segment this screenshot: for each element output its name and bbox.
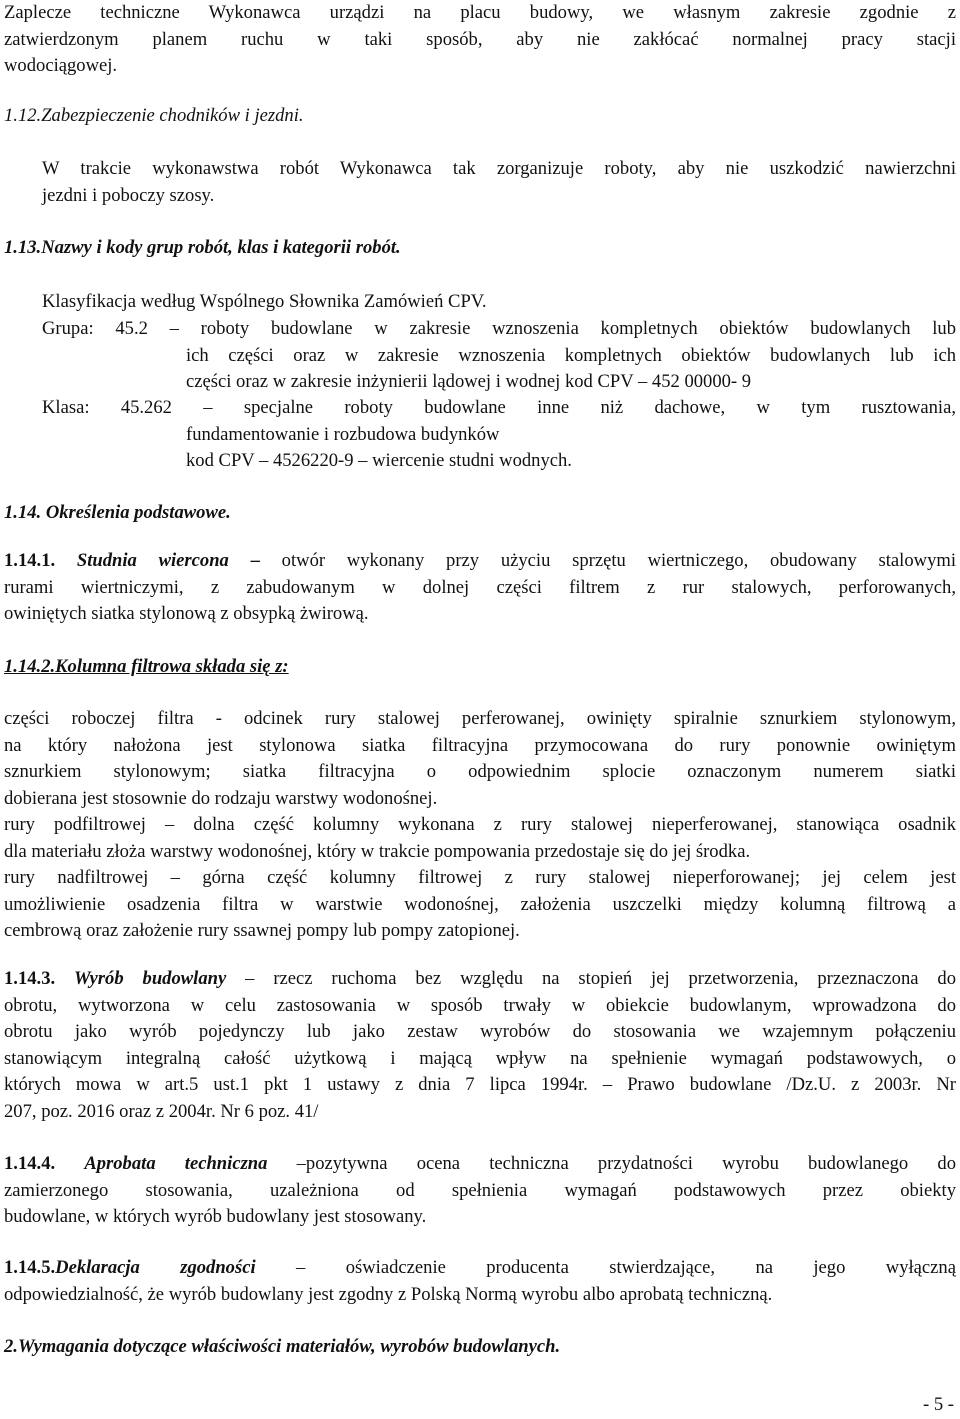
definition-1-14-5 (4, 1255, 956, 1308)
text-line: jezdni i poboczy szosy. (42, 184, 215, 206)
heading-1-14: 1.14. Określenia podstawowe. (4, 502, 231, 523)
heading-2: 2.Wymagania dotyczące właściwości materiałów, wyrobów budowlanych. (4, 1336, 561, 1357)
page-number: - 5 - (923, 1394, 954, 1415)
text-line: których mowa w art.5 ust.1 pkt 1 ustawy z dnia 7 lipca 1994r. – Prawo budowlane /Dz.U. z 2003r. Nr (4, 1074, 956, 1095)
text-line: cembrową oraz założenie rury ssawnej pompy lub pompy zatopionej. (4, 920, 520, 941)
text-line: kod CPV – 4526220-9 – wiercenie studni wodnych. (186, 450, 572, 471)
text-line (4, 966, 956, 993)
text-line (4, 1255, 956, 1282)
definition-text: –pozytywna ocena techniczna przydatności wyrobu budowlanego do (267, 1153, 956, 1174)
text-line: stanowiącym integralną całość użytkową i mającą wpływ na spełnienie wymagań podstawowych, o (4, 1047, 956, 1069)
definition-1-14-3 (4, 966, 956, 1125)
text-line: 207, poz. 2016 oraz z 2004r. Nr 6 poz. 41/ (4, 1100, 319, 1122)
text-line: obrotu, wytworzona w celu zastosowania w sposób trwały w obiekcie budowlanym, wprowadzona do (4, 994, 956, 1016)
text-line: ich części oraz w zakresie wznoszenia kompletnych obiektów budowlanych lub ich (186, 344, 956, 366)
definition-term: Deklaracja zgodności (55, 1257, 256, 1278)
text-line: umożliwienie osadzenia filtra w warstwie wodonośnej, założenia uszczelki między kolumną filtrową a (4, 893, 956, 915)
text-line: obrotu jako wyrób pojedynczy lub jako zestaw wyrobów do stosowania we wzajemnym połączeniu (4, 1021, 956, 1042)
definition-text: – oświadczenie producenta stwierdzające, na jego wyłączną (255, 1257, 956, 1278)
definition-term: Aprobata techniczna (84, 1153, 268, 1174)
definition-text: otwór wykonany przy użyciu sprzętu wiertniczego, obudowany stalowymi (281, 550, 956, 571)
text-line: zamierzonego stosowania, uzależniona od spełnienia wymagań podstawowych przez obiekty (4, 1179, 956, 1201)
text-line (4, 548, 956, 575)
definition-text: – rzecz ruchoma bez względu na stopień jej przetworzenia, przeznaczona do (226, 968, 956, 989)
heading-1-14-2: 1.14.2.Kolumna filtrowa składa się z: (4, 656, 289, 677)
text-line (4, 1151, 956, 1178)
definition-number: 1.14.4. (4, 1153, 56, 1174)
definition-number: 1.14.1. (4, 550, 56, 571)
text-line: części roboczej filtra - odcinek rury stalowej perferowanej, owinięty spiralnie sznurkiem stylonowym, (4, 708, 956, 729)
paragraph-zaplecze (4, 0, 956, 80)
paragraph-1-12 (4, 156, 956, 209)
text-line: budowlane, w których wyrób budowlany jest stosowany. (4, 1206, 427, 1227)
text-line: dobierana jest stosownie do rodzaju warstwy wodonośnej. (4, 787, 438, 809)
text-line: Klasa: 45.262 – specjalne roboty budowlane inne niż dachowe, w tym rusztowania, (42, 397, 956, 418)
cpv-intro: Klasyfikacja według Wspólnego Słownika Zamówień CPV. (42, 291, 487, 312)
text-line: na który nałożona jest stylonowa siatka filtracyjna przymocowana do rury ponownie owiniętym (4, 734, 956, 756)
text-line: odpowiedzialność, że wyrób budowlany jest zgodny z Polską Normą wyrobu albo aprobatą techniczną. (4, 1283, 773, 1305)
text-line: dla materiału złoża warstwy wodonośnej, który w trakcie pompowania przedostaje się do jej środka. (4, 840, 751, 862)
text-line: wodociągowej. (4, 55, 118, 76)
text-line: części oraz w zakresie inżynierii lądowej i wodnej kod CPV – 452 00000- 9 (186, 371, 752, 392)
text-line: Zaplecze techniczne Wykonawca urządzi na placu budowy, we własnym zakresie zgodnie z (4, 2, 956, 23)
definition-1-14-4 (4, 1151, 956, 1231)
text-line: W trakcie wykonawstwa robót Wykonawca tak zorganizuje roboty, aby nie uszkodzić nawierzchni (42, 158, 956, 179)
heading-1-13: 1.13.Nazwy i kody grup robót, klas i kategorii robót. (4, 237, 401, 258)
definition-number: 1.14.5. (4, 1257, 56, 1278)
text-line: Grupa: 45.2 – roboty budowlane w zakresie wznoszenia kompletnych obiektów budowlanych lub (42, 318, 956, 339)
definition-term: Wyrób budowlany (74, 968, 227, 989)
text-line: rury podfiltrowej – dolna część kolumny wykonana z rury stalowej nieperferowanej, stanowiąca osadnik (4, 814, 956, 835)
text-line: zatwierdzonym planem ruchu w taki sposób, aby nie zakłócać normalnej pracy stacji (4, 28, 956, 50)
cpv-grupa (4, 316, 956, 396)
definition-dash: – (228, 550, 282, 571)
text-line: sznurkiem stylonowym; siatka filtracyjna o odpowiednim splocie oznaczonym numerem siatki (4, 761, 956, 782)
text-line: rurami wiertniczymi, z zabudowanym w dolnej części filtrem z rur stalowych, perforowanych, (4, 576, 956, 598)
definition-1-14-1 (4, 548, 956, 628)
cpv-klasa (4, 395, 956, 475)
text-line: rury nadfiltrowej – górna część kolumny filtrowej z rury stalowej nieperforowanej; jej celem jest (4, 867, 956, 888)
cpv-section (4, 289, 956, 316)
heading-1-12: 1.12.Zabezpieczenie chodników i jezdni. (4, 105, 304, 126)
text-line: owiniętych siatka stylonową z obsypką żwirową. (4, 603, 369, 624)
definition-number: 1.14.3. (4, 968, 56, 989)
definition-term: Studnia wiercona (76, 550, 229, 571)
text-line: fundamentowanie i rozbudowa budynków (186, 423, 500, 445)
kolumna-parts (4, 706, 956, 945)
